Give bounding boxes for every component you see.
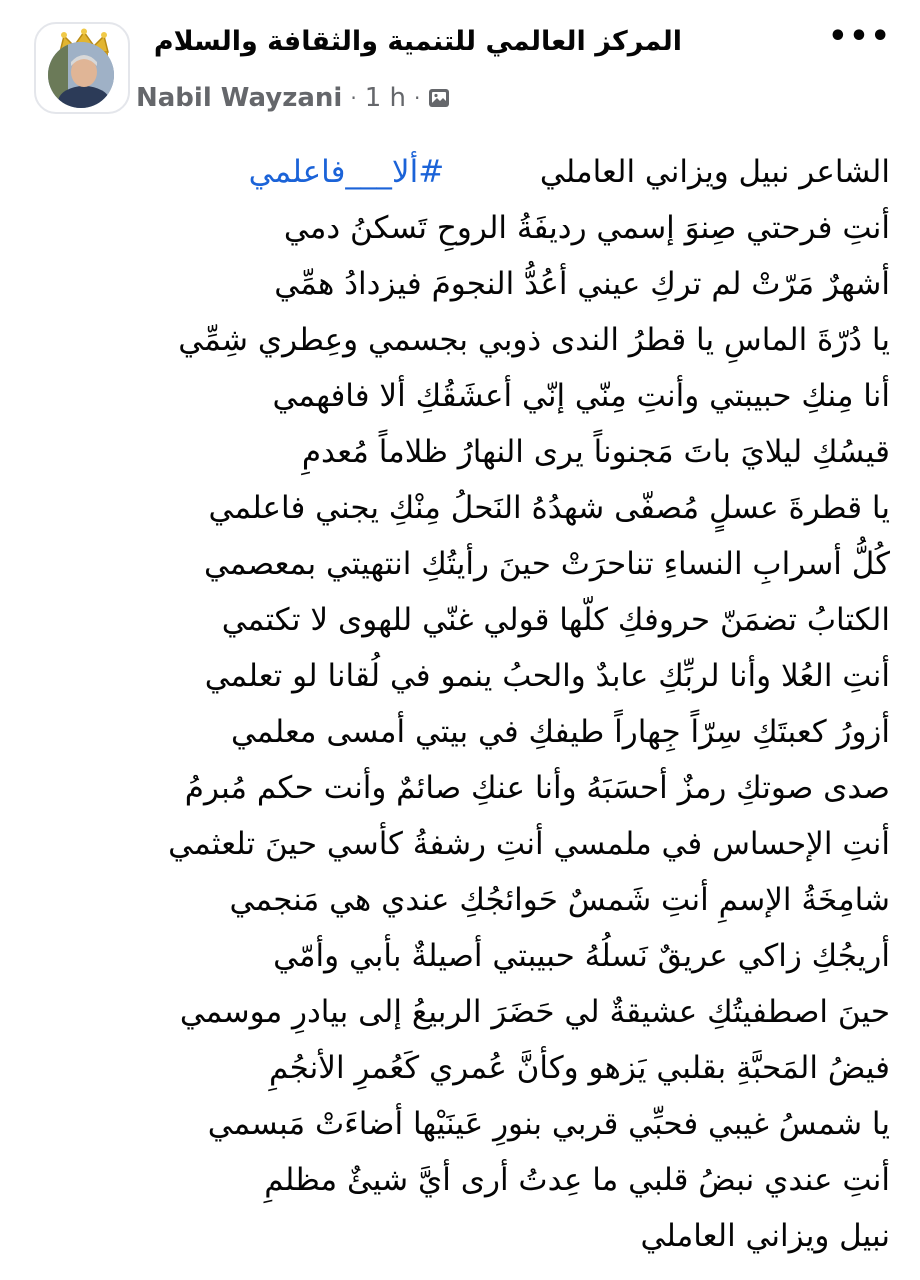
poem-line: قيسُكِ ليلايَ باتَ مَجنوناً يرى النهارُ ظلاماً مُعدمِ bbox=[301, 434, 890, 470]
poem-line: أنتِ عندي نبضُ قلبي ما عِدتُ أرى أيَّ شيئٌ مظلمِ bbox=[264, 1162, 890, 1198]
poem-line: أريجُكِ زاكي عريقٌ نَسلُهُ حبيبتي أصيلةٌ بأبي وأمّي bbox=[273, 938, 890, 974]
poem-line: يا دُرّةَ الماسِ يا قطرُ الندى ذوبي بجسمي وعِطري شِمِّي bbox=[178, 322, 890, 358]
poem-line: أشهرٌ مَرّتْ لم تركِ عيني أعُدُّ النجومَ فيزدادُ همِّي bbox=[274, 266, 890, 302]
poem-line: الكتابُ تضمَنّ حروفكِ كلّها قولي غنّي للهوى لا تكتمي bbox=[221, 602, 890, 638]
post-header bbox=[0, 0, 920, 140]
photo-icon[interactable] bbox=[428, 87, 450, 109]
poem-signature: نبيل ويزاني العاملي bbox=[640, 1218, 890, 1254]
meta-separator-2: · bbox=[414, 86, 421, 110]
person-photo-icon bbox=[48, 42, 114, 108]
poem-line: أنا مِنكِ حبيبتي وأنتِ مِنّي إنّي أعشَقُكِ ألا فافهمي bbox=[272, 378, 890, 414]
poem-line: فيضُ المَحبَّةِ بقلبي يَزهو وكأنَّ عُمري كَعُمرِ الأنجُمِ bbox=[269, 1050, 890, 1086]
post-time[interactable]: 1 h bbox=[364, 83, 406, 113]
poem-line: أزورُ كعبتَكِ سِرّاً جِهاراً طيفكِ في بيتي أمسى معلمي bbox=[230, 714, 890, 750]
group-avatar[interactable] bbox=[34, 22, 130, 114]
poem-line: صدى صوتكِ رمزٌ أحسَبَهُ وأنا عنكِ صائمٌ وأنت حكم مُبرمُ bbox=[184, 770, 890, 806]
post-meta bbox=[136, 80, 450, 116]
poem-byline: الشاعر نبيل ويزاني العاملي bbox=[539, 154, 890, 190]
author-avatar[interactable] bbox=[48, 42, 114, 108]
poem-line: يا قطرةَ عسلٍ مُصفّى شهدُهُ النَحلُ مِنْكِ يجني فاعلمي bbox=[208, 490, 890, 526]
hashtag-link[interactable]: #ألا___فاعلمي bbox=[248, 154, 445, 190]
author-name[interactable]: Nabil Wayzani bbox=[136, 83, 343, 113]
group-name[interactable]: المركز العالمي للتنمية والثقافة والسلام bbox=[153, 26, 682, 57]
poem-line: يا شمسُ غيبي فحبِّي قربي بنورِ عَينَيْها أضاءَتْ مَبسمي bbox=[207, 1106, 890, 1142]
poem-line: أنتِ فرحتي صِنوَ إسمي رديفَةُ الروحِ تَسكنُ دمي bbox=[283, 210, 890, 246]
more-options-button[interactable]: ••• bbox=[828, 18, 892, 54]
poem-line: كُلُّ أسرابِ النساءِ تناحرَتْ حينَ رأيتُكِ انتهيتي بمعصمي bbox=[203, 546, 890, 582]
poem-line: شامِخَةُ الإسمِ أنتِ شَمسٌ حَوائجُكِ عندي هي مَنجمي bbox=[229, 882, 890, 918]
poem-header bbox=[0, 154, 890, 210]
poem-line: حينَ اصطفيتُكِ عشيقةٌ لي حَضَرَ الربيعُ إلى بيادرِ موسمي bbox=[179, 994, 890, 1030]
poem-line: أنتِ العُلا وأنا لربِّكِ عابدٌ والحبُ ينمو في لُقانا لو تعلمي bbox=[204, 658, 890, 694]
meta-separator: · bbox=[350, 86, 357, 110]
poem-line: أنتِ الإحساس في ملمسي أنتِ رشفةُ كأسي حينَ تلعثمي bbox=[168, 826, 890, 862]
